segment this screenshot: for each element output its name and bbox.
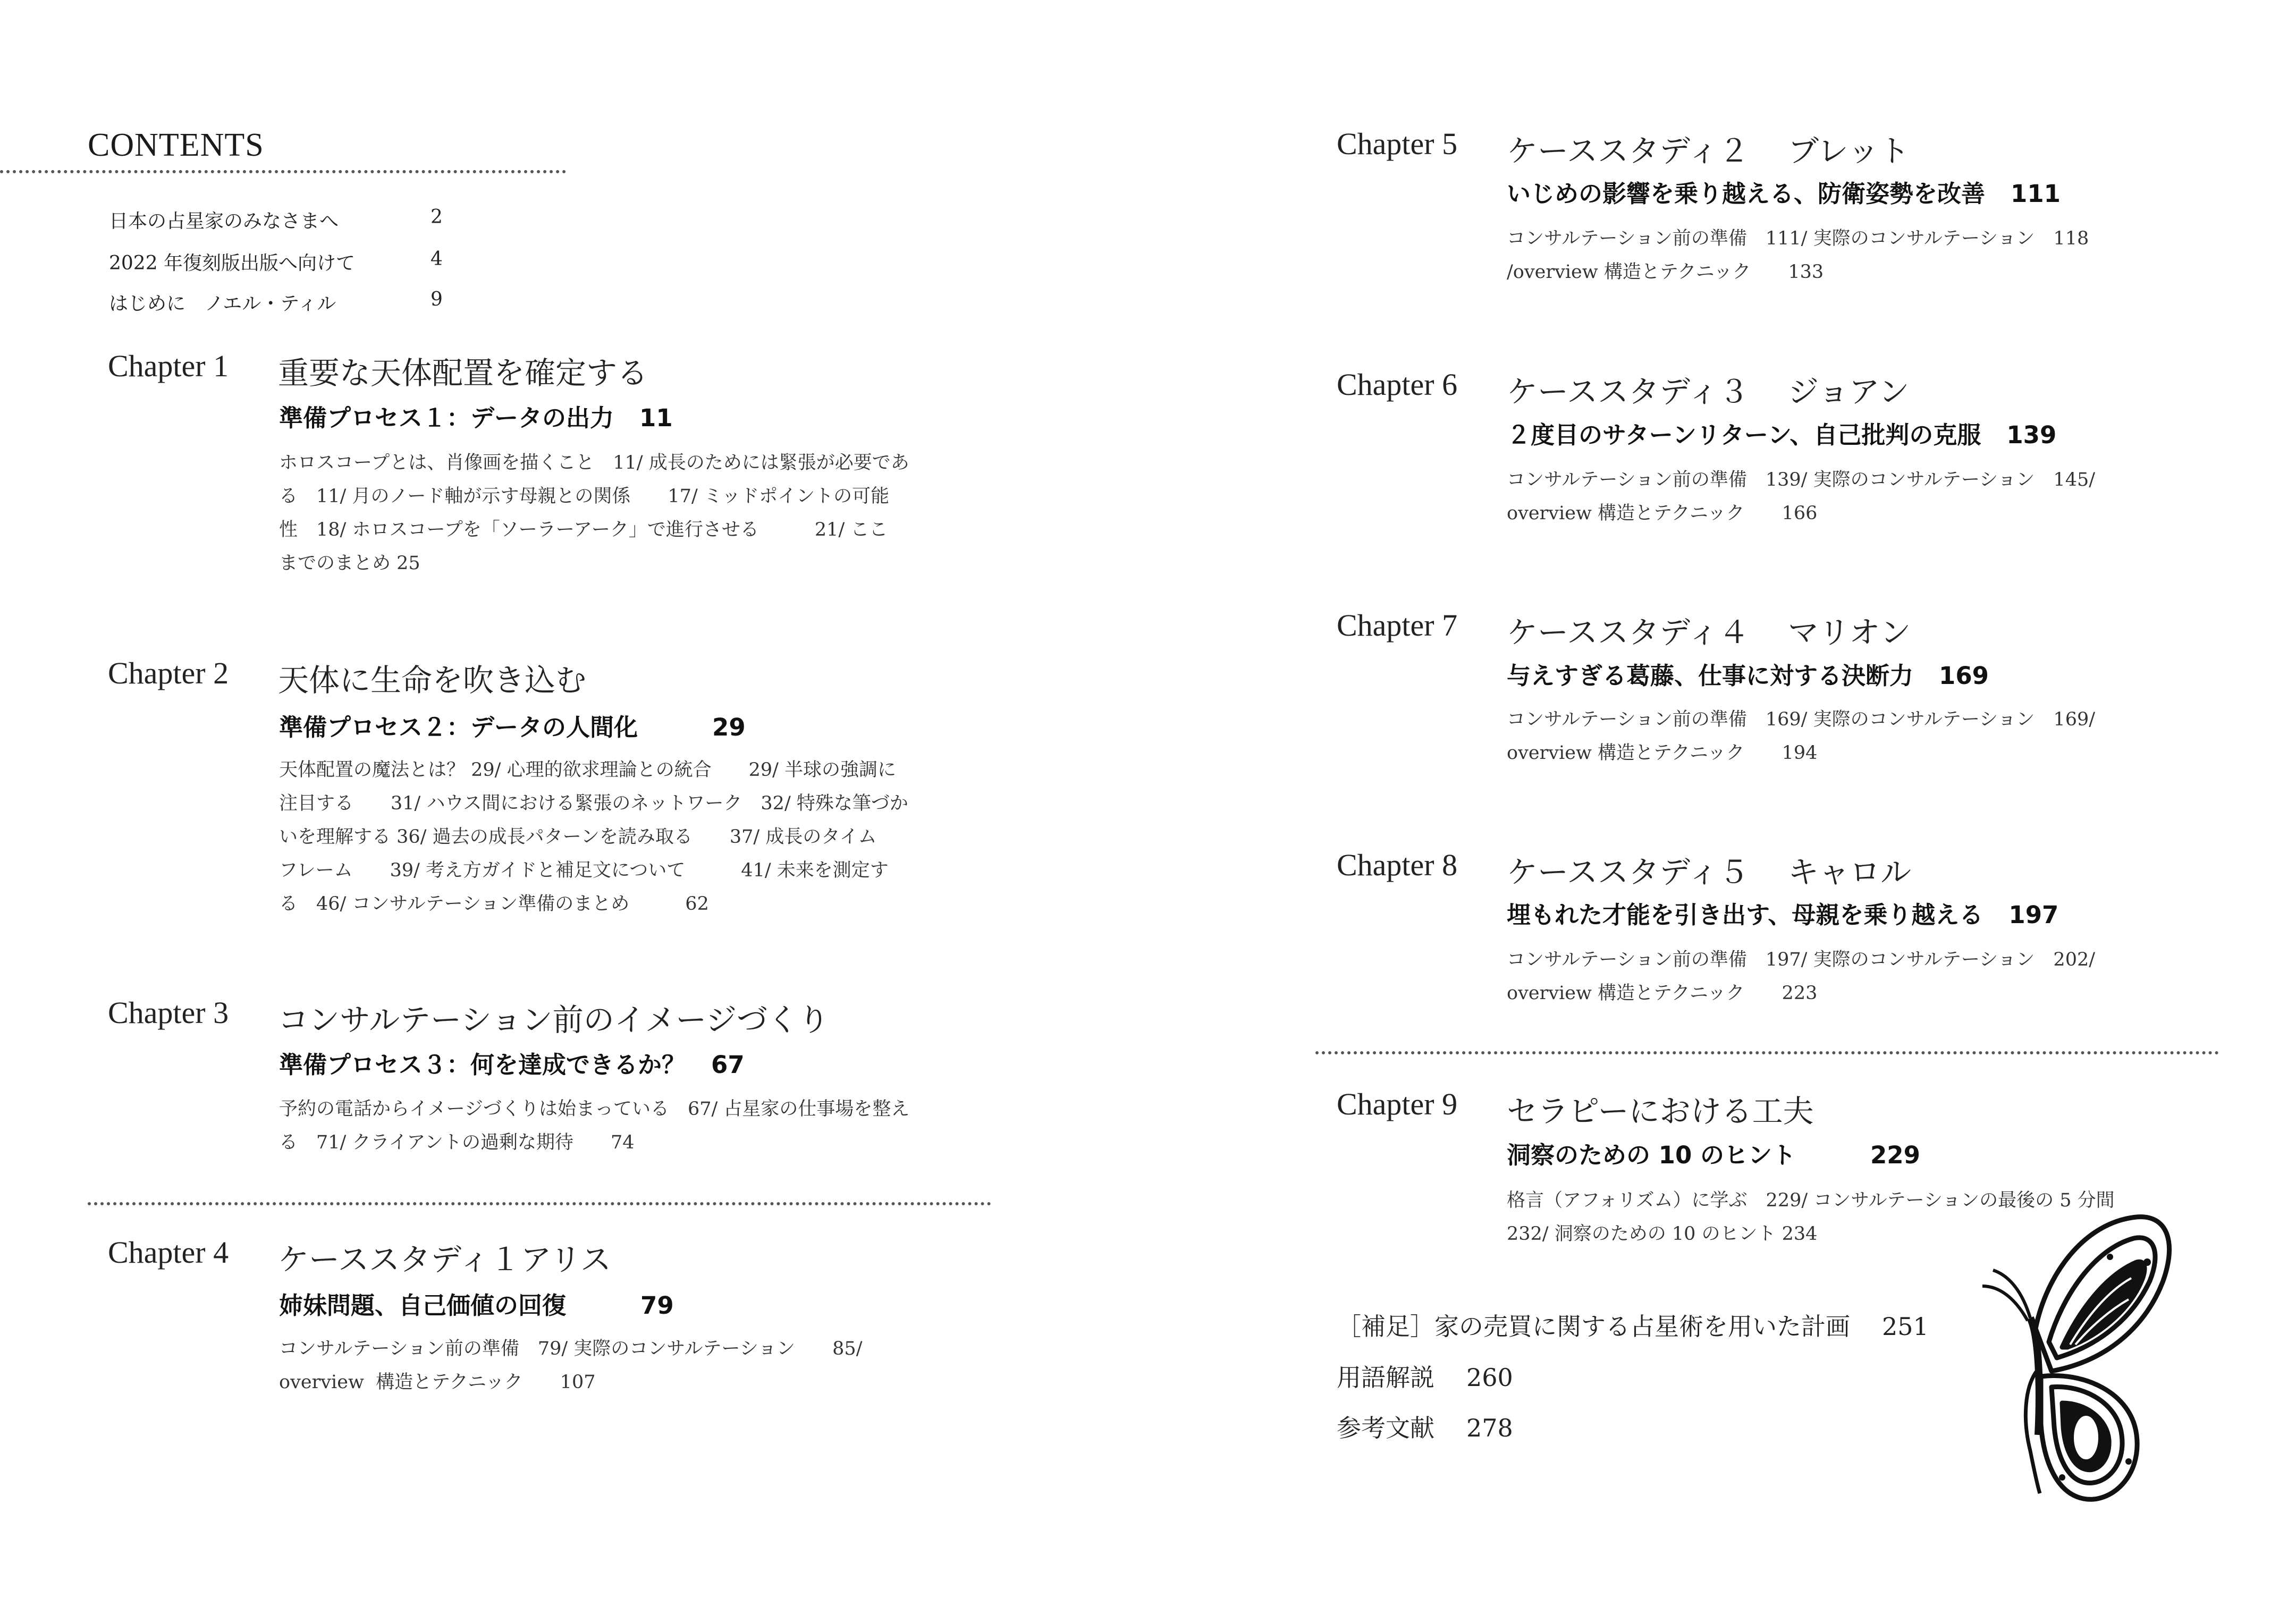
dotted-divider <box>1315 1051 2219 1054</box>
chapter-6-subtitle <box>1507 416 2056 450</box>
chapter-4-sections: コンサルテーション前の準備 79/ 実際のコンサルテーション 85/ overview 構造とテクニック 107 <box>279 1338 863 1393</box>
chapter-9-heading[interactable] <box>1337 1086 1814 1129</box>
front-item-label: はじめに ノエル・ティル <box>109 293 336 315</box>
chapter-label: Chapter 5 <box>1337 126 1458 161</box>
subtitle-text: 準備プロセス１：データの出力 <box>279 404 614 432</box>
chapter-7-heading[interactable] <box>1337 607 1911 650</box>
chapter-label: Chapter 6 <box>1337 367 1458 402</box>
chapter-7-subtitle <box>1507 656 1989 691</box>
subtitle-page: 111 <box>2011 180 2061 208</box>
chapter-label: Chapter 4 <box>108 1235 229 1270</box>
front-item-page: 4 <box>430 248 443 270</box>
front-item-label: 日本の占星家のみなさまへ <box>109 210 339 232</box>
subtitle-text: 準備プロセス３：何を達成できるか？ <box>279 1051 686 1079</box>
chapter-5-subtitle <box>1507 174 2061 209</box>
chapter-label: Chapter 8 <box>1337 848 1458 882</box>
butterfly-illustration <box>1977 1212 2179 1509</box>
subtitle-page: 139 <box>2006 421 2057 449</box>
chapter-9-sections: 格言（アフォリズム）に学ぶ 229/ コンサルテーションの最後の 5 分間 232/ 洞察のための 10 のヒント 234 <box>1507 1190 2115 1245</box>
subtitle-text: 洞察のための 10 のヒント <box>1507 1141 1796 1169</box>
contents-title: CONTENTS <box>88 127 264 163</box>
chapter-6-heading[interactable] <box>1337 367 1910 409</box>
subtitle-page: 11 <box>639 404 673 432</box>
chapter-4-heading[interactable] <box>108 1235 611 1277</box>
appendix-item[interactable] <box>1337 1307 1929 1342</box>
subtitle-page: 79 <box>640 1291 674 1320</box>
chapter-label: Chapter 9 <box>1337 1087 1458 1121</box>
chapter-3-subtitle <box>279 1045 745 1080</box>
subtitle-text: ２度目のサターンリターン、自己批判の克服 <box>1507 421 1981 449</box>
subtitle-page: 67 <box>711 1051 745 1079</box>
subtitle-text: 与えすぎる葛藤、仕事に対する決断力 <box>1507 662 1914 690</box>
chapter-title: ケーススタディ４ マリオン <box>1507 615 1911 650</box>
subtitle-text: 姉妹問題、自己価値の回復 <box>279 1291 567 1320</box>
front-item-page: 9 <box>430 289 443 310</box>
appendix-label: 参考文献 <box>1337 1414 1434 1442</box>
appendix-label: 用語解説 <box>1337 1363 1434 1392</box>
chapter-1-sections: ホロスコープとは、肖像画を描くこと 11/ 成長のためには緊張が必要であ る 11/ 月のノード軸が示す母親との関係 17/ ミッドポイントの可能 性 18/ ホロスコープを「ソーラーアーク」で進行させる 21/ ここ までのまとめ 25 <box>279 452 909 574</box>
appendix-label: ［補足］家の売買に関する占星術を用いた計画 <box>1337 1312 1850 1341</box>
chapter-6-sections: コンサルテーション前の準備 139/ 実際のコンサルテーション 145/ overview 構造とテクニック 166 <box>1507 469 2096 524</box>
appendix-page: 260 <box>1466 1363 1513 1392</box>
dotted-divider <box>0 170 566 173</box>
subtitle-page: 169 <box>1939 662 1989 690</box>
front-item[interactable] <box>109 248 443 275</box>
subtitle-text: いじめの影響を乗り越える、防衛姿勢を改善 <box>1507 180 1986 208</box>
front-item[interactable] <box>109 289 443 316</box>
chapter-4-subtitle <box>279 1286 674 1321</box>
chapter-title: セラピーにおける工夫 <box>1507 1094 1814 1129</box>
chapter-title: ケーススタディ３ ジョアン <box>1507 375 1910 409</box>
subtitle-page: 197 <box>2008 901 2059 929</box>
front-item-page: 2 <box>430 206 443 228</box>
chapter-7-sections: コンサルテーション前の準備 169/ 実際のコンサルテーション 169/ overview 構造とテクニック 194 <box>1507 709 2096 764</box>
subtitle-text: 埋もれた才能を引き出す、母親を乗り越える <box>1507 901 1983 929</box>
chapter-1-subtitle <box>279 399 673 433</box>
chapter-label: Chapter 2 <box>108 656 229 690</box>
subtitle-page: 29 <box>712 713 746 741</box>
chapter-label: Chapter 7 <box>1337 608 1458 643</box>
appendix-page: 251 <box>1882 1312 1929 1341</box>
chapter-3-heading[interactable] <box>108 995 830 1037</box>
appendix-item[interactable] <box>1337 1358 1513 1393</box>
chapter-8-subtitle <box>1507 895 2058 930</box>
chapter-2-subtitle <box>279 708 746 742</box>
subtitle-text: 準備プロセス２：データの人間化 <box>279 713 638 741</box>
subtitle-page: 229 <box>1870 1141 1920 1169</box>
chapter-3-sections: 予約の電話からイメージづくりは始まっている 67/ 占星家の仕事場を整え る 71/ クライアントの過剰な期待 74 <box>279 1098 910 1153</box>
chapter-5-sections: コンサルテーション前の準備 111/ 実際のコンサルテーション 118 /overview 構造とテクニック 133 <box>1507 228 2089 283</box>
chapter-label: Chapter 1 <box>108 349 229 383</box>
chapter-2-sections: 天体配置の魔法とは？ 29/ 心理的欲求理論との統合 29/ 半球の強調に 注目する 31/ ハウス間における緊張のネットワーク 32/ 特殊な筆づか いを理解する 36/ 過去の成長パターンを読み取る 37/ 成長のタイム フレーム 39/ 考え方ガイドと補足文について 41/ 未来を測定す る 46/ コンサルテーション準備のまとめ 62 <box>279 759 908 915</box>
chapter-title: コンサルテーション前のイメージづくり <box>278 1003 830 1037</box>
front-item[interactable] <box>109 206 443 233</box>
chapter-title: ケーススタディ２ ブレット <box>1507 134 1910 168</box>
chapter-8-sections: コンサルテーション前の準備 197/ 実際のコンサルテーション 202/ overview 構造とテクニック 223 <box>1507 949 2096 1004</box>
chapter-label: Chapter 3 <box>108 995 229 1030</box>
chapter-1-heading[interactable] <box>108 348 648 391</box>
chapter-title: ケーススタディ５ キャロル <box>1507 855 1911 890</box>
chapter-title: 重要な天体配置を確定する <box>278 356 648 391</box>
chapter-5-heading[interactable] <box>1337 126 1910 168</box>
appendix-page: 278 <box>1466 1414 1513 1442</box>
front-item-label: 2022 年復刻版出版へ向けて <box>109 252 356 274</box>
chapter-8-heading[interactable] <box>1337 847 1911 890</box>
dotted-divider <box>88 1202 991 1205</box>
chapter-title: 天体に生命を吹き込む <box>278 663 587 698</box>
appendix-item[interactable] <box>1337 1409 1513 1444</box>
chapter-2-heading[interactable] <box>108 655 587 698</box>
chapter-9-subtitle <box>1507 1136 1920 1170</box>
chapter-title: ケーススタディ１アリス <box>278 1243 611 1277</box>
